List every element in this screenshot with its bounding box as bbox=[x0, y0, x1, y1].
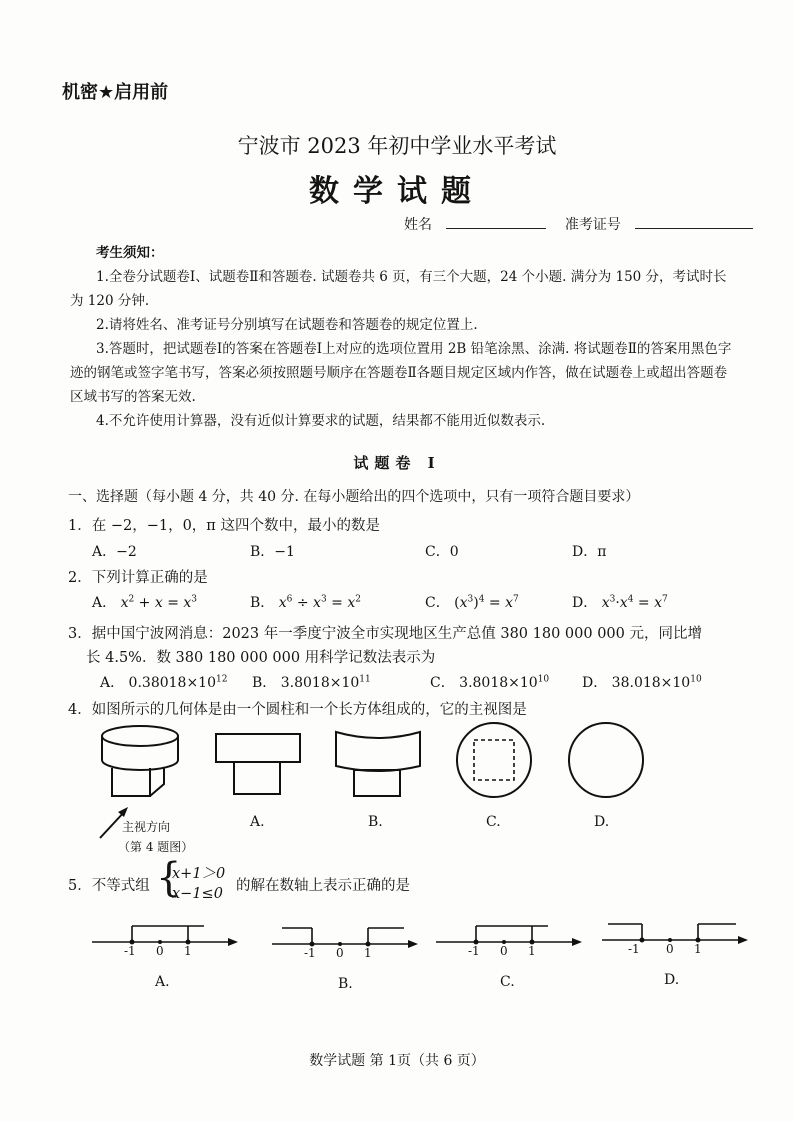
q5-a-tick-1: 1 bbox=[184, 944, 192, 958]
q3-b-base: B． 3.8018×10 bbox=[252, 675, 360, 691]
q5-inequality-2: x−1≤0 bbox=[172, 886, 223, 902]
exam-title: 宁波市 2023 年初中学业水平考试 bbox=[237, 134, 557, 158]
q5-c-tick-0: 0 bbox=[500, 944, 508, 958]
q3-c-exp: 10 bbox=[537, 674, 550, 685]
note-item: 2.请将姓名、准考证号分别填写在试题卷和答题卷的规定位置上. bbox=[96, 317, 478, 333]
q5-numberline-a[interactable] bbox=[92, 920, 242, 960]
q5-b-tick-1: 1 bbox=[364, 946, 372, 960]
q4-option-d-figure[interactable] bbox=[566, 720, 646, 800]
subject-title: 数学试题 bbox=[309, 174, 485, 209]
q5-a-tick-0: 0 bbox=[156, 944, 164, 958]
q1-stem: 1．在 −2，−1，0，π 这四个数中，最小的数是 bbox=[68, 518, 380, 534]
q5-option-a[interactable]: A. bbox=[155, 974, 170, 990]
ticket-label: 准考证号 bbox=[564, 217, 621, 233]
candidate-info bbox=[404, 214, 753, 234]
q2-option-b[interactable]: B． $x^6 \div x^3 = x^2$ bbox=[250, 594, 361, 611]
q3-option-b[interactable] bbox=[252, 672, 371, 692]
q1-option-b[interactable]: B．−1 bbox=[250, 544, 295, 560]
q4-option-b[interactable]: B. bbox=[368, 814, 383, 830]
name-field[interactable] bbox=[446, 214, 546, 229]
q5-option-b[interactable]: B. bbox=[338, 976, 353, 992]
note-item: 1.全卷分试题卷Ⅰ、试题卷Ⅱ和答题卷. 试题卷共 6 页，有三个大题，24 个小题. 满分为 150 分，考试时长为 120 分钟. bbox=[70, 269, 727, 309]
q2-stem: 2．下列计算正确的是 bbox=[68, 570, 208, 586]
q5-c-tick-1: 1 bbox=[528, 944, 536, 958]
q3-option-a[interactable] bbox=[100, 672, 227, 692]
q5-numberline-b[interactable] bbox=[272, 922, 422, 962]
q3-b-exp: 11 bbox=[359, 674, 371, 685]
q3-d-base: D． 38.018×10 bbox=[582, 675, 691, 691]
ticket-field[interactable] bbox=[635, 214, 753, 229]
q5-option-d[interactable]: D. bbox=[664, 972, 680, 988]
q5-d-tick-neg1: -1 bbox=[628, 942, 640, 956]
q3-d-exp: 10 bbox=[690, 674, 702, 685]
q5-numberline-c[interactable] bbox=[436, 920, 586, 960]
q5-c-tick-neg1: -1 bbox=[468, 944, 480, 958]
q4-figure-caption: （第 4 题图） bbox=[118, 840, 194, 854]
q4-option-b-figure[interactable] bbox=[334, 726, 424, 798]
q4-stem: 4．如图所示的几何体是由一个圆柱和一个长方体组成的，它的主视图是 bbox=[68, 702, 527, 718]
q1-option-c[interactable]: C．0 bbox=[425, 544, 459, 560]
q5-brace: { bbox=[156, 855, 182, 901]
q5-b-tick-neg1: -1 bbox=[304, 946, 316, 960]
q5-inequality-1: x+1＞0 bbox=[172, 866, 226, 882]
q4-option-c[interactable]: C. bbox=[486, 814, 501, 830]
q3-a-base: A． 0.38018×10 bbox=[100, 675, 216, 691]
q2-option-c[interactable]: C． $(x^3)^4 = x^7$ bbox=[425, 594, 519, 611]
q5-d-tick-1: 1 bbox=[694, 942, 702, 956]
note-item: 3.答题时，把试题卷Ⅰ的答案在答题卷Ⅰ上对应的选项位置用 2B 铅笔涂黑、涂满. 将试题卷Ⅱ的答案用黑色字迹的钢笔或签字笔书写，答案必须按照题号顺序在答题卷Ⅱ各题目规定区域内作答，做在试题卷上或超出答题卷区域书写的答案无效. bbox=[70, 341, 732, 405]
q3-c-base: C． 3.8018×10 bbox=[430, 675, 538, 691]
confidential-mark: 机密★启用前 bbox=[62, 82, 169, 103]
q3-a-exp: 12 bbox=[216, 674, 228, 685]
note-item: 4.不允许使用计算器，没有近似计算要求的试题，结果都不能用近似数表示. bbox=[96, 413, 546, 429]
q4-option-a[interactable]: A. bbox=[250, 814, 265, 830]
q5-d-tick-0: 0 bbox=[666, 942, 674, 956]
q4-view-direction: 主视方向 bbox=[122, 820, 171, 834]
q5-option-c[interactable]: C. bbox=[500, 974, 515, 990]
q5-b-tick-0: 0 bbox=[336, 946, 344, 960]
q3-option-d[interactable] bbox=[582, 672, 702, 692]
part-one-heading: 一、选择题（每小题 4 分，共 40 分. 在每小题给出的四个选项中，只有一项符合题目要求） bbox=[68, 489, 640, 505]
q4-option-d[interactable]: D. bbox=[594, 814, 610, 830]
q1-option-a[interactable]: A．−2 bbox=[92, 544, 137, 560]
q5-numberline-d[interactable] bbox=[602, 918, 752, 958]
page-footer: 数学试题 第 1页（共 6 页） bbox=[309, 1053, 485, 1069]
q3-stem-line2: 长 4.5%．数 380 180 000 000 用科学记数法表示为 bbox=[86, 650, 436, 666]
notes-heading: 考生须知： bbox=[96, 245, 164, 261]
q4-option-c-figure[interactable] bbox=[454, 720, 534, 800]
section-title: 试题卷 Ⅰ bbox=[353, 454, 441, 472]
q4-option-a-figure[interactable] bbox=[214, 732, 304, 797]
name-label: 姓名 bbox=[404, 217, 432, 233]
exam-notes bbox=[70, 241, 740, 433]
q5-a-tick-neg1: -1 bbox=[124, 944, 136, 958]
q2-option-a[interactable]: A． $x^2 + x = x^3$ bbox=[92, 594, 198, 611]
q2-option-d[interactable]: D． $x^3\cdot x^4 = x^7$ bbox=[572, 594, 668, 611]
q5-suffix: 的解在数轴上表示正确的是 bbox=[236, 878, 410, 894]
q1-option-d[interactable]: D．π bbox=[572, 544, 607, 560]
q3-stem-line1: 3．据中国宁波网消息：2023 年一季度宁波全市实现地区生产总值 380 180 000 000 元，同比增 bbox=[68, 626, 702, 642]
q5-prefix: 5．不等式组 bbox=[68, 878, 150, 894]
q3-option-c[interactable] bbox=[430, 672, 549, 692]
